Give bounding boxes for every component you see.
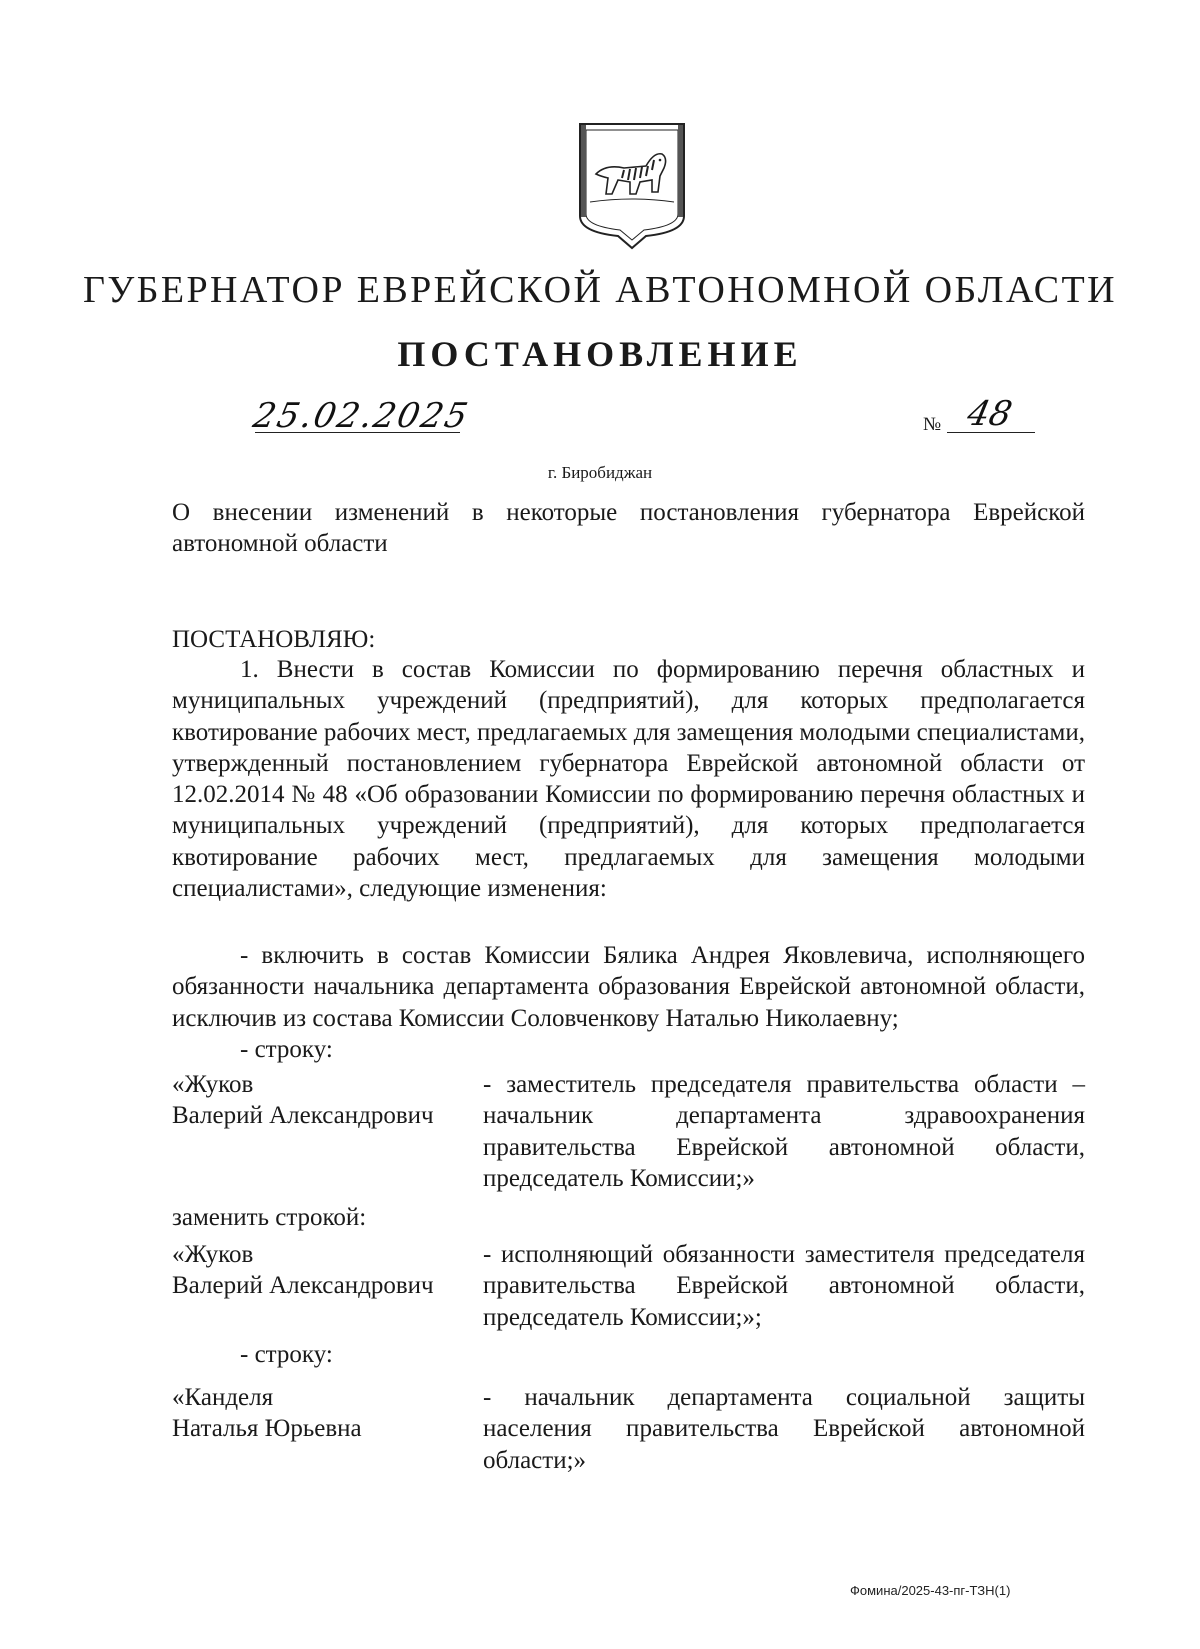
row2-given-names: Валерий Александрович [172, 1272, 434, 1300]
paragraph-item-1: 1. Внести в состав Комиссии по формированию перечня областных и муниципальных учреждений (предприятий), для которых предполагается квотирование рабочих мест, предлагаемых для замещения молодыми специалистами, утвержденный постановлением губернатора Еврейской автономной области от 12.02.2014 № 48 «Об образовании Комиссии по формированию перечня областных и муниципальных учреждений (предприятий), для которых предполагается квотирование рабочих мест, предлагаемых для замещения молодыми специалистами», следующие изменения: [172, 656, 1086, 903]
document-subject: О внесении изменений в некоторые постановления губернатора Еврейской автономной области [172, 499, 1085, 558]
row3-description: - начальник департамента социальной защиты населения правительства Еврейской автономной области;» [483, 1384, 1085, 1474]
footer-code: Фомина/2025-43-пг-ТЗН(1) [850, 1583, 1011, 1598]
line-stroku-2: - строку: [240, 1341, 333, 1368]
row1-given-names: Валерий Александрович [172, 1102, 434, 1130]
date-underline [255, 432, 460, 433]
authority-title: ГУБЕРНАТОР ЕВРЕЙСКОЙ АВТОНОМНОЙ ОБЛАСТИ [82, 269, 1118, 311]
handwritten-date: 25.02.2025 [249, 396, 473, 436]
row2-surname: «Жуков [172, 1241, 254, 1268]
row1-description: - заместитель председателя правительства области – начальник департамента здравоохранения правительства Еврейской автономной области, председатель Комиссии;» [483, 1071, 1085, 1192]
paragraph-include: - включить в состав Комиссии Бялика Андрея Яковлевича, исполняющего обязанности начальника департамента образования Еврейской автономной области, исключив из состава Комиссии Соловченкову Наталью Николаевну; [172, 942, 1085, 1032]
row3-given-names: Наталья Юрьевна [172, 1415, 362, 1443]
number-label: № [923, 414, 942, 435]
coat-of-arms-emblem [576, 120, 688, 252]
row2-name [172, 1239, 472, 1302]
row3-name [172, 1382, 472, 1445]
handwritten-number: 48 [963, 394, 1016, 434]
city-name: г. Биробиджан [547, 463, 653, 482]
row3-surname: «Канделя [172, 1384, 274, 1411]
replace-with-label: заменить строкой: [172, 1204, 367, 1231]
row2-description: - исполняющий обязанности заместителя председателя правительства Еврейской автономной области, председатель Комиссии;»; [483, 1241, 1085, 1331]
document-type: ПОСТАНОВЛЕНИЕ [397, 334, 803, 374]
decree-word: ПОСТАНОВЛЯЮ: [172, 626, 376, 653]
row1-name [172, 1069, 472, 1132]
number-underline [947, 432, 1035, 433]
row1-surname: «Жуков [172, 1071, 254, 1098]
line-stroku-1: - строку: [240, 1036, 333, 1063]
